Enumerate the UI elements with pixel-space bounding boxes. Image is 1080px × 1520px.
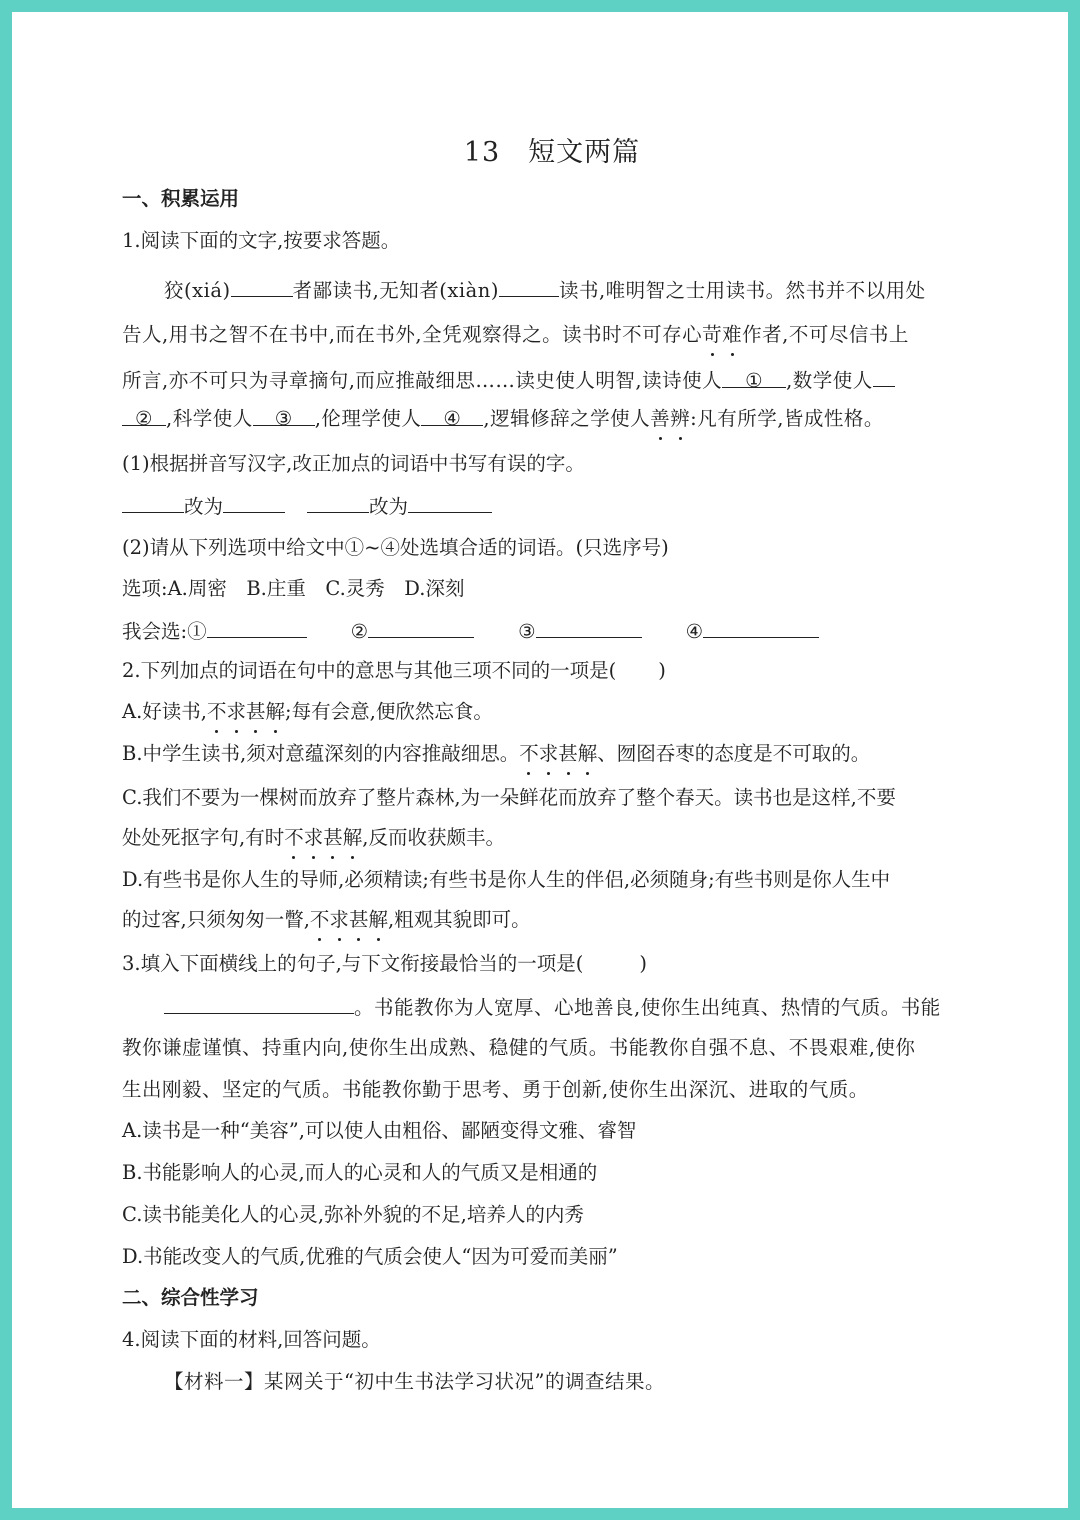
pinyin-xia: xiá [192, 279, 223, 302]
wrong-char-blank-1[interactable] [122, 492, 184, 513]
q1-choose-row [122, 617, 984, 646]
text-fragment: ;每有会意,便欣然忘食。 [285, 700, 493, 723]
choice-marker-1: ① [187, 620, 207, 643]
q1-passage-line-3 [122, 366, 984, 395]
choice-blank-2[interactable] [368, 617, 474, 638]
dotted-char: 苛 [702, 321, 722, 349]
choice-blank-3[interactable] [536, 617, 642, 638]
section-heading-2: 二、综合性学习 [122, 1286, 259, 1309]
page-title: 13 短文两篇 [463, 137, 641, 168]
choice-marker-2: ② [350, 620, 369, 643]
q4-stem: 4.阅读下面的材料,回答问题。 [122, 1328, 381, 1351]
text-fragment: ) [639, 952, 648, 975]
q1-subquestion-2: (2)请从下列选项中给文中①~④处选填合适的词语。(只选序号) [122, 536, 669, 559]
sentence-blank[interactable] [164, 993, 354, 1014]
text-fragment: ,粗观其貌即可。 [387, 908, 531, 931]
q2-option-b [122, 740, 984, 768]
q4-material-1: 【材料一】某网关于“初中生书法学习状况”的调查结果。 [164, 1370, 665, 1393]
q2-stem [122, 657, 984, 685]
q1-passage-line-2 [122, 321, 984, 349]
text-fragment: 作者,不可尽信书上 [742, 323, 909, 346]
blank-2-end[interactable] [122, 405, 166, 430]
q3-passage-line-3: 生出刚毅、坚定的气质。书能教你勤于思考、勇于创新,使你生出深沉、进取的气质。 [122, 1078, 869, 1101]
dotted-char: 不 [284, 824, 304, 852]
section-heading-1: 一、积累运用 [122, 187, 240, 210]
q2-option-d-line-2 [122, 906, 984, 934]
text-fragment: ) [490, 279, 499, 302]
blank-2-start[interactable] [873, 366, 895, 387]
text-fragment: 3.填入下面横线上的句子,与下文衔接最恰当的一项是( [122, 952, 584, 975]
q3-passage-line-2: 教你谦虚谨慎、持重内向,使你生出成熟、稳健的气质。书能教你自强不息、不畏艰难,使你 [122, 1036, 916, 1059]
q1-subquestion-1: (1)根据拼音写汉字,改正加点的词语中书写有误的字。 [122, 452, 585, 475]
change-label-1: 改为 [184, 495, 224, 518]
choice-marker-4: ④ [685, 620, 704, 643]
blank-1[interactable] [722, 367, 786, 392]
q1-passage-line-1 [164, 276, 984, 305]
q3-option-d: D.书能改变人的气质,优雅的气质会使人“因为可爱而美丽” [122, 1245, 618, 1268]
dotted-char: 善 [650, 405, 670, 433]
text-fragment: 处处死抠字句,有时 [122, 826, 285, 849]
pinyin-blank-2[interactable] [499, 276, 559, 297]
text-fragment: 告人,用书之智不在书中,而在书外,全凭观察得之。读书时不可存心 [122, 323, 703, 346]
pinyin-blank-1[interactable] [231, 276, 293, 297]
dotted-char: 辨 [670, 405, 690, 433]
q3-stem [122, 950, 984, 978]
text-fragment: 、囫囵吞枣的态度是不可取的。 [597, 742, 871, 765]
q2-option-c-line-2 [122, 824, 984, 852]
q3-passage-line-1 [164, 993, 984, 1022]
blank-3[interactable] [253, 405, 315, 430]
q2-option-c-line-1: C.我们不要为一棵树而放弃了整片森林,为一朵鲜花而放弃了整个春天。读书也是这样,不要 [122, 786, 896, 809]
dotted-char: 解 [343, 824, 363, 852]
q2-option-d-line-1: D.有些书是你人生的导师,必须精读;有些书是你人生的伴侣,必须随身;有些书则是你人生中 [122, 868, 891, 891]
dotted-char: 甚 [558, 740, 578, 768]
right-char-blank-1[interactable] [223, 492, 285, 513]
dotted-char: 不 [207, 698, 227, 726]
marker-1: ① [745, 369, 764, 392]
dotted-char: 求 [329, 906, 349, 934]
dotted-char: 解 [368, 906, 388, 934]
q1-correction-row [122, 492, 984, 521]
dotted-char: 求 [227, 698, 247, 726]
dotted-char: 求 [304, 824, 324, 852]
text-fragment: 。书能教你为人宽厚、心地善良,使你生出纯真、热情的气质。书能 [354, 996, 941, 1019]
text-fragment: ,反而收获颇丰。 [362, 826, 505, 849]
q3-option-a: A.读书是一种“美容”,可以使人由粗俗、鄙陋变得文雅、睿智 [122, 1119, 637, 1142]
dotted-char: 不 [310, 906, 330, 934]
dotted-char: 甚 [349, 906, 369, 934]
marker-2: ② [135, 407, 153, 430]
dotted-char: 解 [266, 698, 286, 726]
text-fragment: 的过客,只须匆匆一瞥, [122, 908, 310, 931]
dotted-char: 不 [519, 740, 539, 768]
q1-stem: 1.阅读下面的文字,按要求答题。 [122, 229, 401, 252]
marker-3: ③ [274, 407, 293, 430]
choice-blank-1[interactable] [207, 617, 307, 638]
text-fragment: 读书,唯明智之士用读书。然书并不以用处 [558, 279, 926, 302]
dotted-char: 甚 [246, 698, 266, 726]
text-fragment: B.中学生读书,须对意蕴深刻的内容推敲细思。 [122, 742, 520, 765]
change-label-2: 改为 [369, 495, 409, 518]
dotted-char: 难 [722, 321, 742, 349]
text-fragment: 2.下列加点的词语在句中的意思与其他三项不同的一项是( [122, 659, 617, 682]
q1-options: 选项:A.周密 B.庄重 C.灵秀 D.深刻 [122, 577, 465, 600]
dotted-char: 甚 [323, 824, 343, 852]
wrong-char-blank-2[interactable] [307, 492, 369, 513]
text-fragment: ,科学使人 [166, 407, 253, 430]
choice-marker-3: ③ [518, 620, 536, 643]
choose-label: 我会选: [122, 620, 188, 643]
text-fragment: ,逻辑修辞之学使人 [483, 407, 651, 430]
text-fragment: ,伦理学使人 [314, 407, 422, 430]
q3-option-b: B.书能影响人的心灵,而人的心灵和人的气质又是相通的 [122, 1161, 598, 1184]
text-fragment: :凡有所学,皆成性格。 [690, 407, 884, 430]
q3-option-c: C.读书能美化人的心灵,弥补外貌的不足,培养人的内秀 [122, 1203, 584, 1226]
text-fragment: ) [658, 659, 666, 682]
text-fragment: A.好读书, [122, 700, 207, 723]
choice-blank-4[interactable] [703, 617, 819, 638]
pinyin-xian: xiàn [447, 279, 491, 302]
dotted-char: 求 [539, 740, 559, 768]
right-char-blank-2[interactable] [408, 492, 492, 513]
blank-4[interactable] [421, 405, 483, 430]
text-fragment: ) [222, 279, 231, 302]
q1-passage-line-4 [122, 405, 984, 433]
q2-option-a [122, 698, 984, 726]
text-fragment: 狡( [164, 279, 193, 302]
text-fragment: 者鄙读书,无知者( [292, 279, 448, 302]
dotted-char: 解 [578, 740, 598, 768]
marker-4: ④ [443, 407, 462, 430]
text-fragment: ,数学使人 [786, 369, 873, 392]
text-fragment: 所言,亦不可只为寻章摘句,而应推敲细思……读史使人明智,读诗使人 [122, 369, 723, 392]
